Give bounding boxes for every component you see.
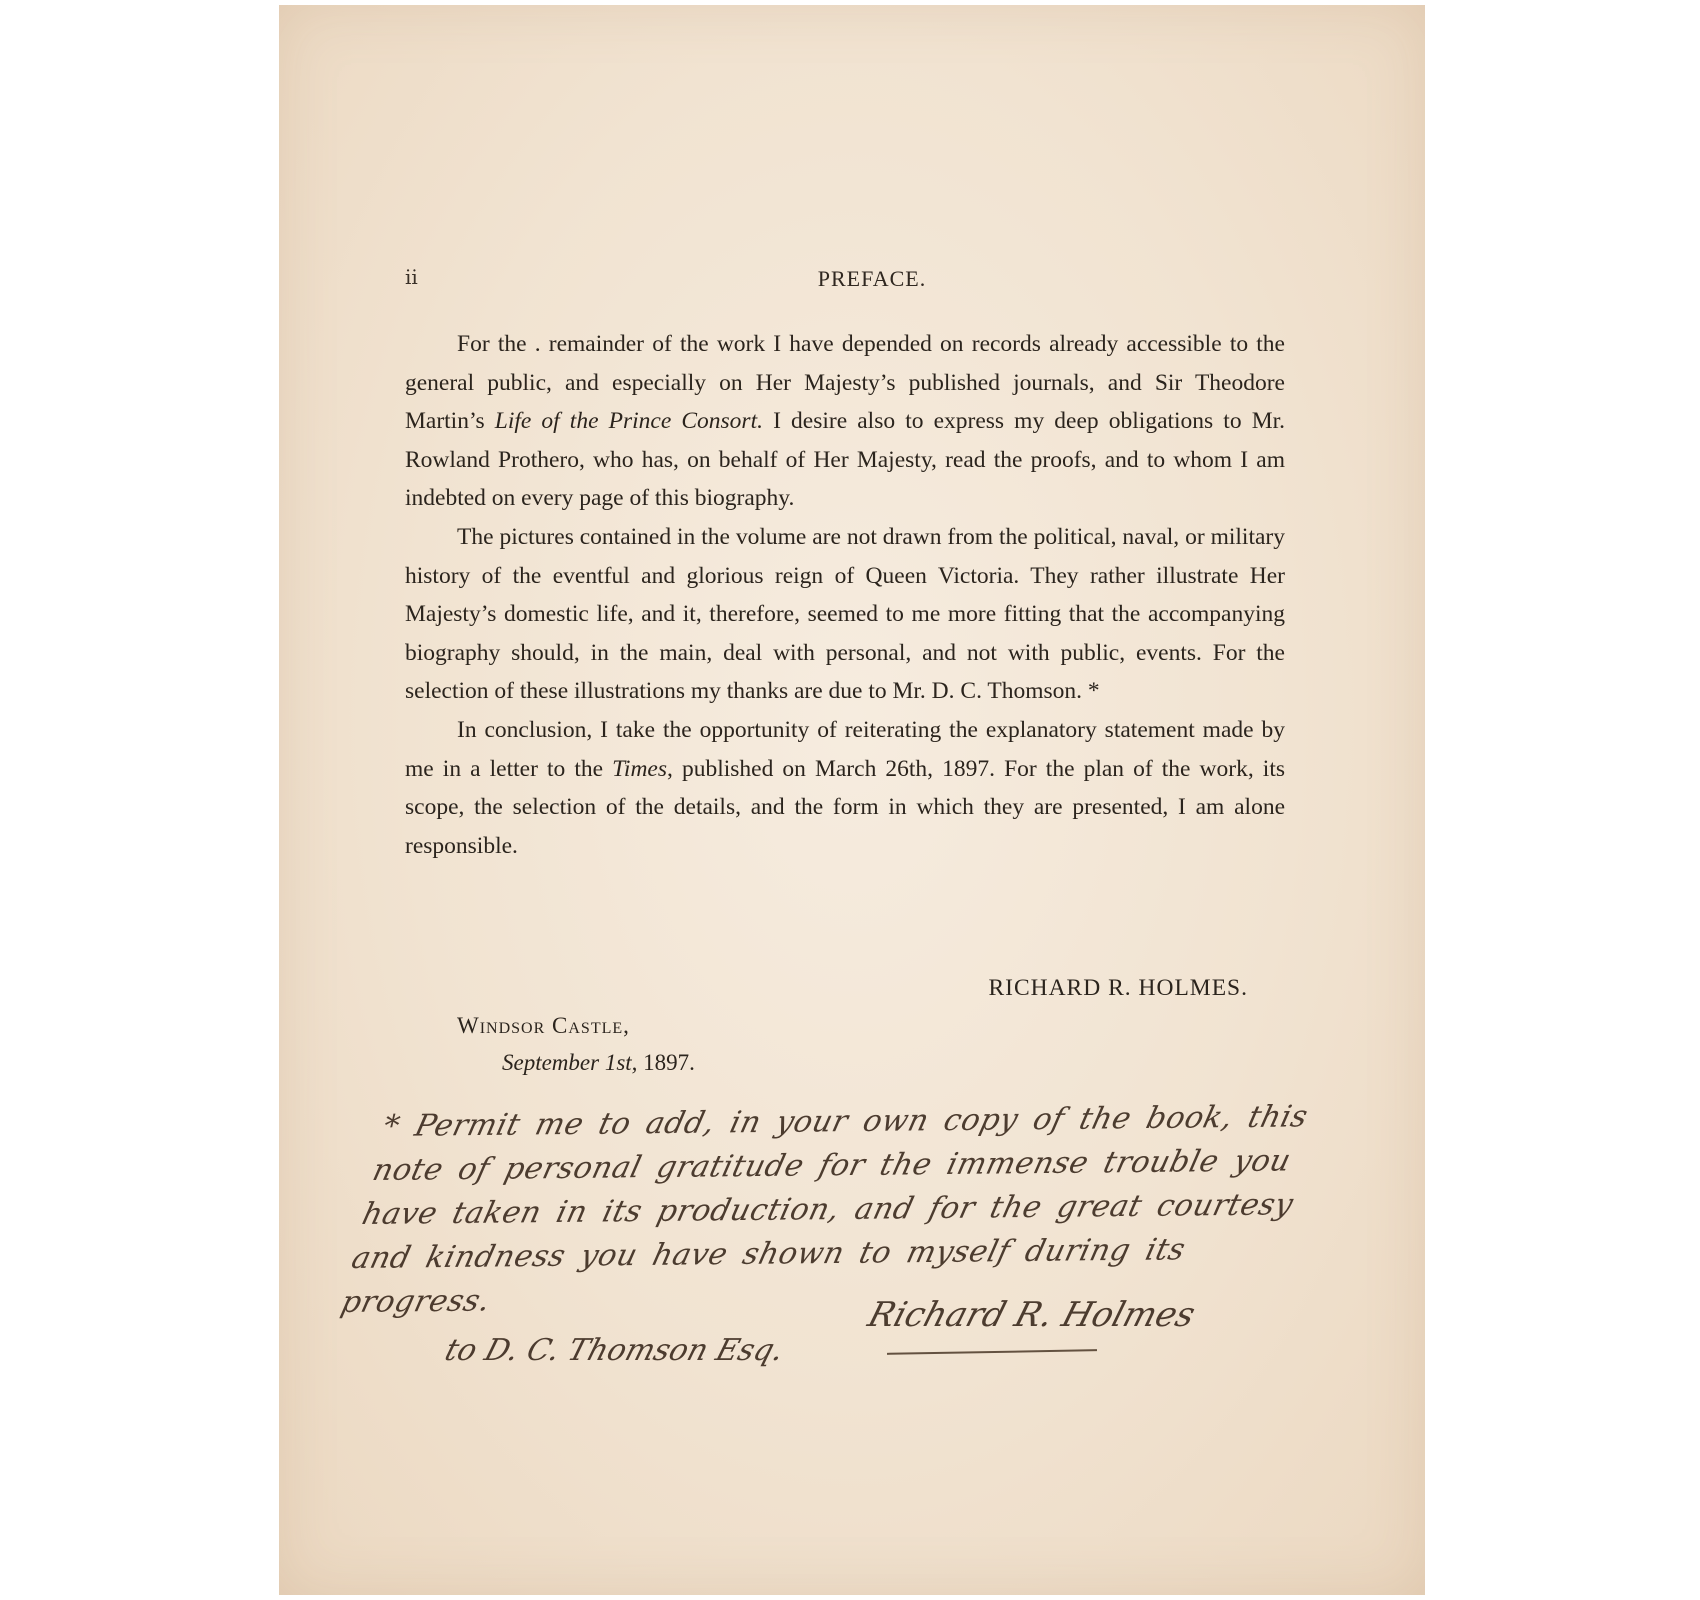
preface-body (405, 325, 1285, 865)
printed-signature: RICHARD R. HOLMES. (988, 975, 1248, 1001)
handwritten-line: have taken in its production, and for the great courtesy (358, 1187, 1297, 1232)
handwritten-line: progress. (337, 1283, 495, 1320)
handwritten-line: and kindness you have shown to myself during its (348, 1232, 1189, 1276)
running-head: PREFACE. (817, 266, 927, 291)
paragraph-2: The pictures contained in the volume are not drawn from the political, naval, or military history of the eventful and glorious reign of Queen Victoria. They rather illustrate Her Majesty’s domestic life, and it, therefore, seemed to me more fitting that the accompanying biography should, in the main, deal with personal, and not with public, events. For the selection of these illustrations my thanks are due to Mr. D. C. Thomson. * (405, 523, 1285, 705)
handwritten-line: * Permit me to add, in your own copy of the book, this (379, 1099, 1312, 1144)
signature-place: Windsor Castle, (457, 1013, 630, 1038)
book-title-italic: Life of the Prince Consort. (494, 408, 763, 435)
handwritten-signature: Richard R. Holmes (863, 1295, 1200, 1335)
paragraph-3: In conclusion, I take the opportunity of reiterating the explanatory statement made by me in a letter to the Times, published on March 26th, 1897. For the plan of the work, its scope, the selection of the details, and the form in which they are presented, I am alone responsible. (405, 716, 1285, 859)
signature-date: September 1st, 1897. (502, 1050, 695, 1075)
paragraph-1: For the . remainder of the work I have depended on records already accessible to the general public, and especially on Her Majesty’s published journals, and Sir Theodore Martin’s Life of the Prince Consort. I desire also to express my deep obligations to Mr. Rowland Prothero, who has, on behalf of Her Majesty, read the proofs, and to whom I am indebted on every page of this biography. (405, 331, 1285, 512)
book-page (279, 5, 1425, 1595)
page-number: ii (405, 265, 418, 289)
handwritten-line: note of personal gratitude for the immense trouble you (369, 1143, 1295, 1188)
signature-underline (887, 1349, 1097, 1355)
handwritten-note (336, 1095, 1321, 1325)
newspaper-title-italic: Times (612, 755, 667, 782)
handwritten-recipient: to D. C. Thomson Esq. (440, 1333, 788, 1368)
